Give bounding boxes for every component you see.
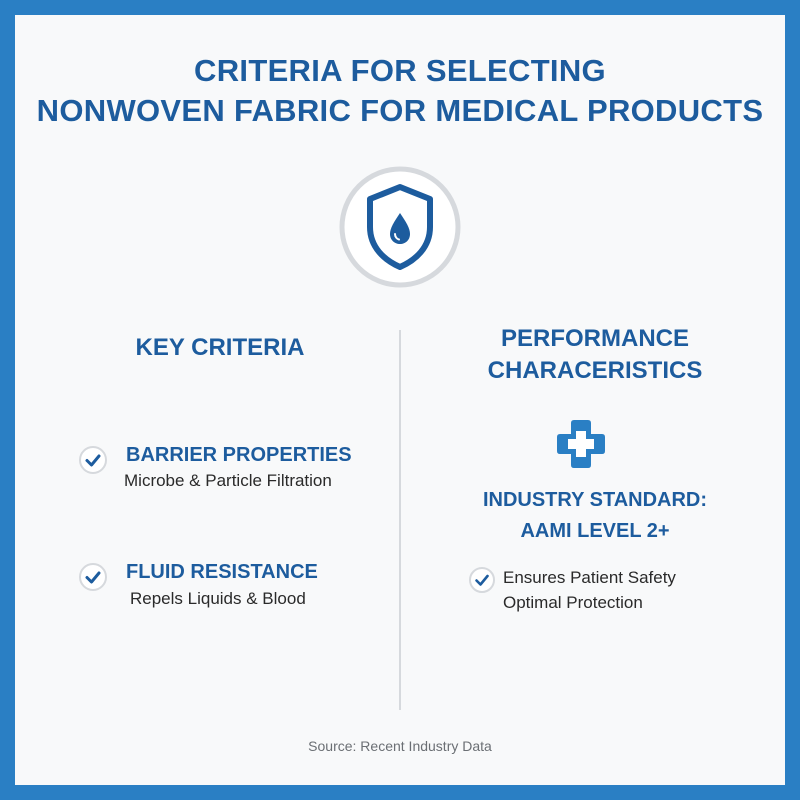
check-circle-icon: [78, 562, 108, 592]
key-criteria-heading: KEY CRITERIA: [135, 334, 305, 361]
medical-cross-icon: [554, 417, 608, 471]
industry-standard: [435, 485, 755, 547]
page-title: [15, 51, 785, 131]
infographic-card: [15, 15, 785, 785]
criterion-title-barrier: BARRIER PROPERTIES: [126, 444, 352, 466]
check-circle-icon: [467, 565, 497, 595]
performance-heading: [435, 323, 755, 387]
title-line-1: CRITERIA FOR SELECTING: [194, 53, 606, 88]
performance-benefits: [503, 565, 676, 615]
criterion-subtitle-barrier: Microbe & Particle Filtration: [124, 471, 332, 490]
title-line-2: NONWOVEN FABRIC FOR MEDICAL PRODUCTS: [36, 93, 764, 128]
column-divider: [399, 330, 401, 710]
criterion-subtitle-fluid: Repels Liquids & Blood: [130, 589, 306, 608]
check-circle-icon: [78, 445, 108, 475]
benefit-item: Ensures Patient Safety: [503, 568, 676, 587]
industry-standard-line-1: INDUSTRY STANDARD:: [482, 489, 708, 511]
source-note: Source: Recent Industry Data: [308, 738, 492, 754]
performance-heading-line-2: CHARACERISTICS: [487, 357, 703, 384]
shield-droplet-icon: [338, 165, 462, 289]
criterion-title-fluid: FLUID RESISTANCE: [126, 561, 318, 583]
performance-heading-line-1: PERFORMANCE: [500, 325, 689, 352]
benefit-item: Optimal Protection: [503, 593, 643, 612]
industry-standard-line-2: AAMI LEVEL 2+: [520, 520, 670, 542]
